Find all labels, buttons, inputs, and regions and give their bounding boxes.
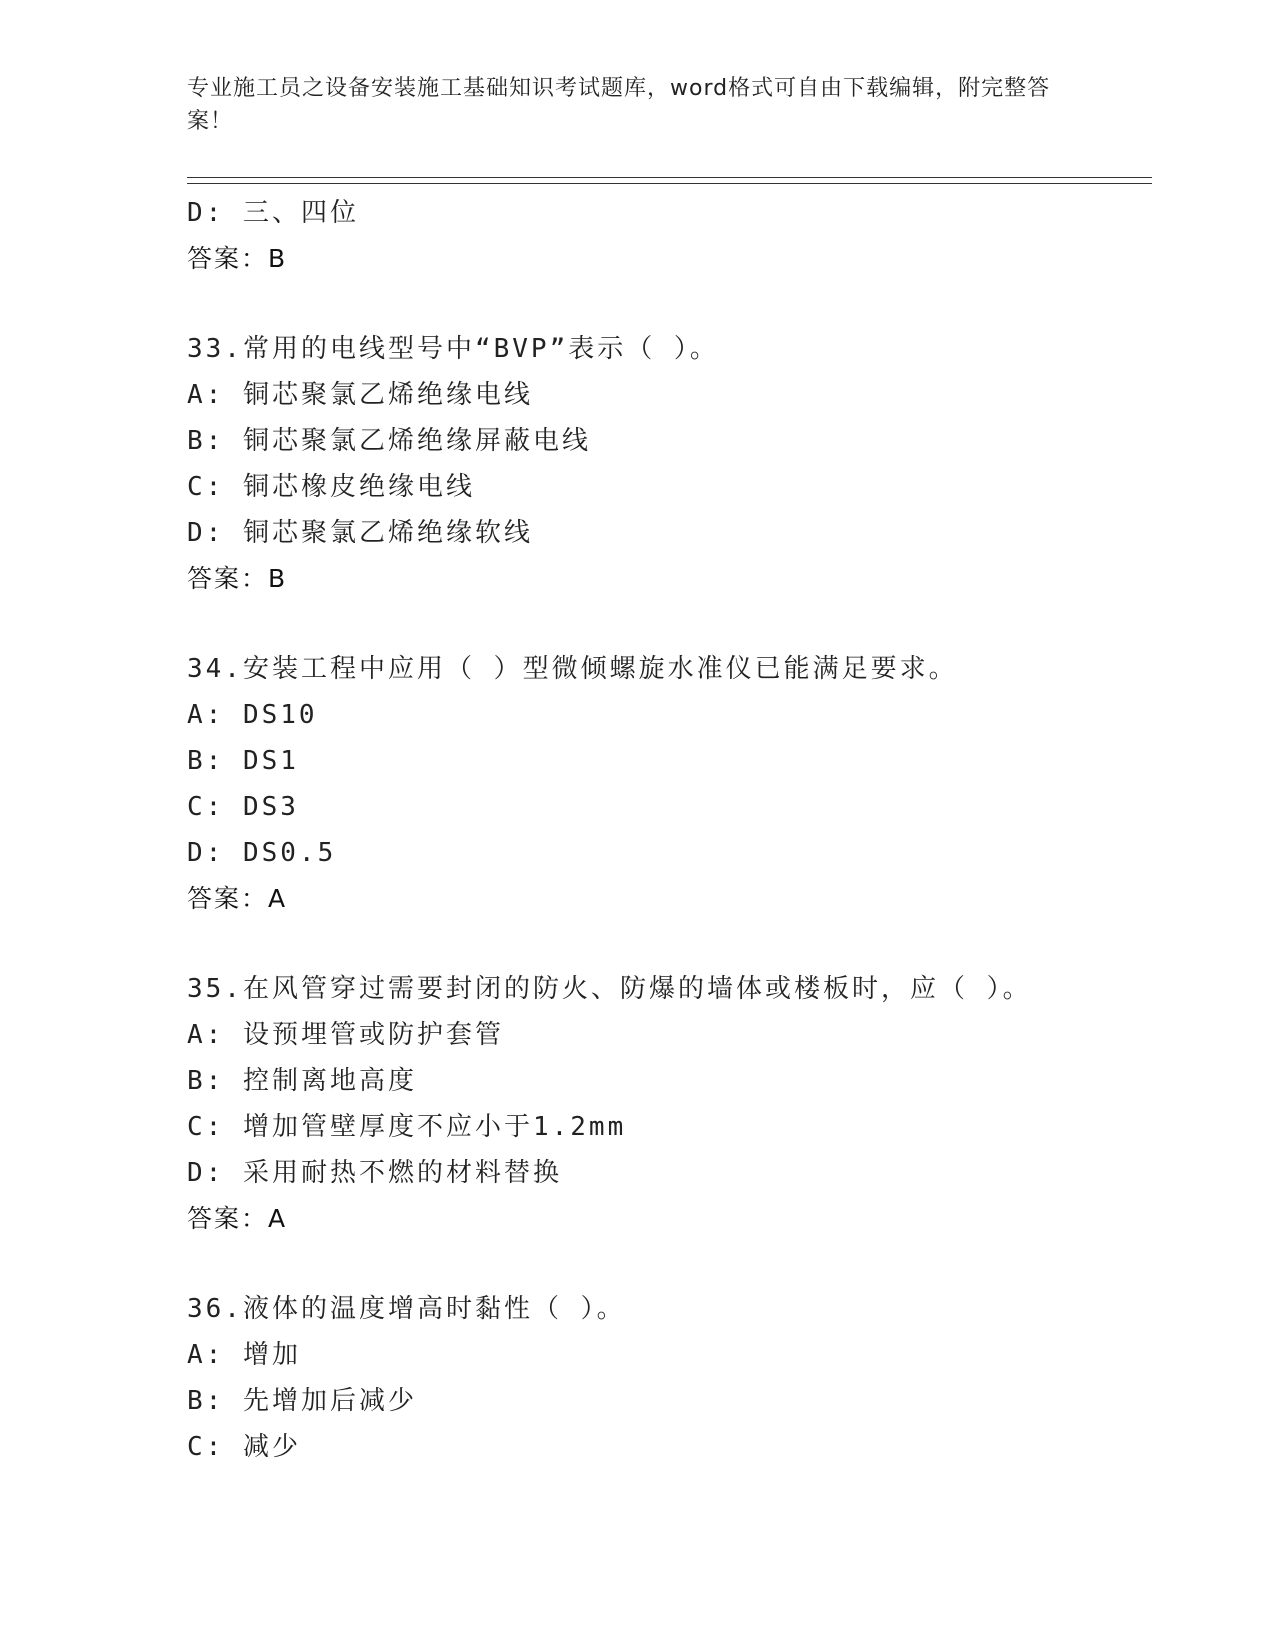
answer-line: 答案：A (187, 884, 288, 913)
document-header: 专业施工员之设备安装施工基础知识考试题库，word格式可自由下载编辑，附完整答案！ (187, 76, 1051, 134)
answer-line: 答案：A (187, 1204, 288, 1233)
option-d: D: 铜芯聚氯乙烯绝缘软线 (187, 518, 533, 548)
spacer (187, 1242, 1152, 1286)
question-list (187, 190, 1152, 1470)
header-divider-bottom (187, 183, 1152, 184)
question-stem: 35.在风管穿过需要封闭的防火、防爆的墙体或楼板时，应（ ）。 (187, 974, 1032, 1004)
option-c: C: DS3 (187, 792, 299, 822)
option-a: A: 铜芯聚氯乙烯绝缘电线 (187, 380, 533, 410)
option-d: D: 三、四位 (187, 198, 359, 228)
option-d: D: 采用耐热不燃的材料替换 (187, 1158, 562, 1188)
question-block-36 (187, 1286, 1152, 1470)
question-stem: 36.液体的温度增高时黏性（ ）。 (187, 1294, 626, 1324)
option-b: B: 铜芯聚氯乙烯绝缘屏蔽电线 (187, 426, 591, 456)
option-d: D: DS0.5 (187, 838, 337, 868)
option-c: C: 增加管壁厚度不应小于1.2mm (187, 1112, 627, 1142)
option-a: A: 增加 (187, 1340, 301, 1370)
option-a: A: DS10 (187, 700, 318, 730)
question-block-34 (187, 646, 1152, 922)
option-a: A: 设预埋管或防护套管 (187, 1020, 504, 1050)
answer-line: 答案：B (187, 244, 288, 273)
option-b: B: 先增加后减少 (187, 1386, 417, 1416)
option-b: B: DS1 (187, 746, 299, 776)
spacer (187, 922, 1152, 966)
header-divider-top (187, 177, 1152, 178)
spacer (187, 602, 1152, 646)
option-b: B: 控制离地高度 (187, 1066, 417, 1096)
option-c: C: 铜芯橡皮绝缘电线 (187, 472, 475, 502)
answer-line: 答案：B (187, 564, 288, 593)
spacer (187, 282, 1152, 326)
question-block-33 (187, 326, 1152, 602)
option-c: C: 减少 (187, 1432, 301, 1462)
question-block-32 (187, 190, 1152, 282)
question-stem: 33.常用的电线型号中“BVP”表示（ ）。 (187, 334, 719, 364)
question-block-35 (187, 966, 1152, 1242)
question-stem: 34.安装工程中应用（ ）型微倾螺旋水准仪已能满足要求。 (187, 654, 958, 684)
